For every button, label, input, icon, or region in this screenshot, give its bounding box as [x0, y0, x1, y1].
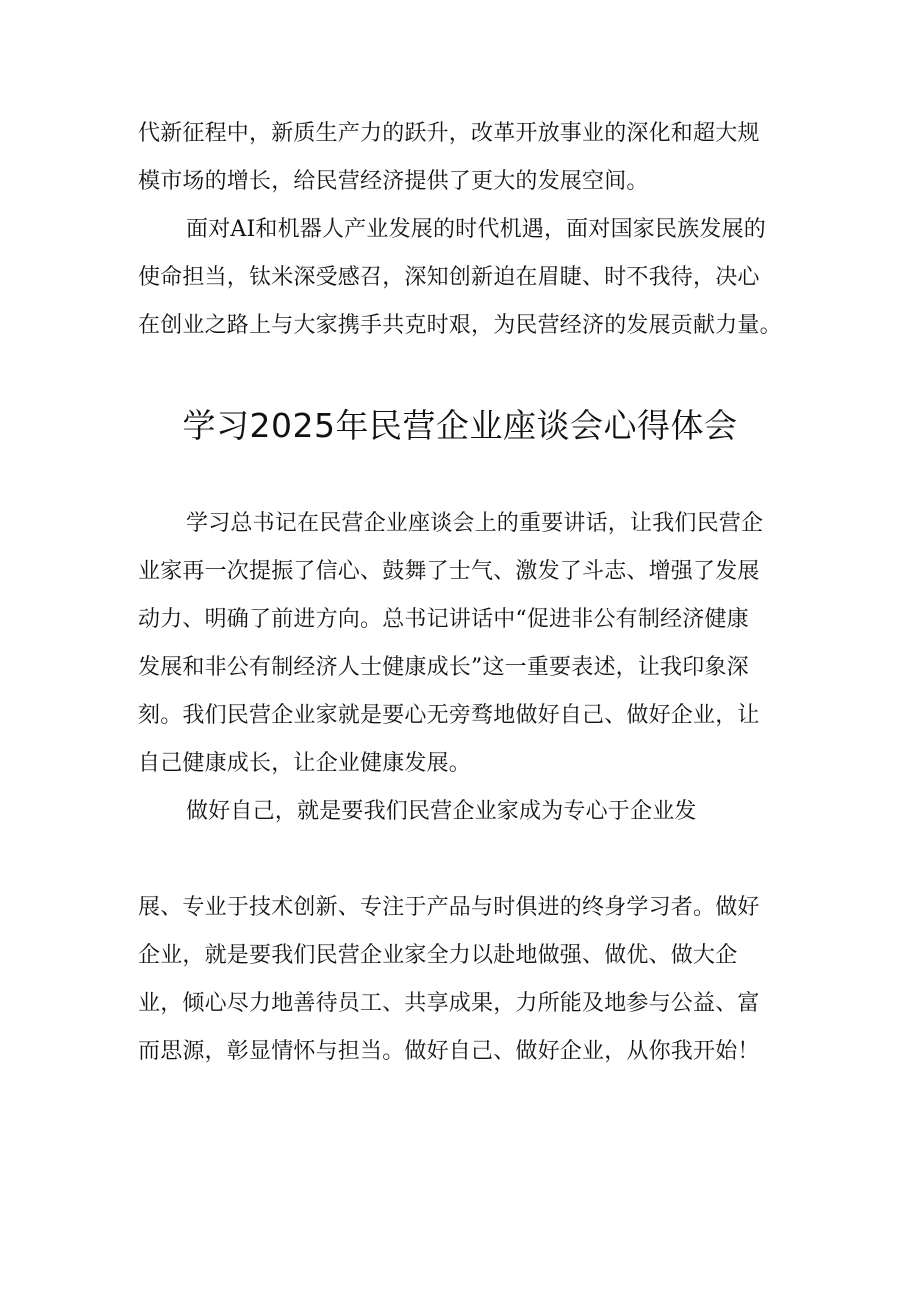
text-line: 面对AI和机器人产业发展的时代机遇，面对国家民族发展的 [186, 217, 766, 242]
intro-paragraph [138, 206, 798, 350]
text-line: 企业，就是要我们民营企业家全力以赴地做强、做优、做大企 [138, 943, 738, 968]
text-line: 发展和非公有制经济人士健康成长”这一重要表述，让我印象深 [138, 655, 749, 680]
intro-text-block [138, 110, 798, 350]
text-line: 学习总书记在民营企业座谈会上的重要讲话，让我们民营企 [186, 511, 764, 536]
text-line: 模市场的增长，给民营经济提供了更大的发展空间。 [138, 169, 649, 194]
text-line: 而思源，彰显情怀与担当。做好自己、做好企业，从你我开始！ [138, 1039, 760, 1064]
text-line: 使命担当，钛米深受感召，深知创新迫在眉睫、时不我待，决心 [138, 265, 760, 290]
text-line: 自己健康成长，让企业健康发展。 [138, 751, 472, 776]
text-line: 业，倾心尽力地善待员工、共享成果，力所能及地参与公益、富 [138, 991, 760, 1016]
body-paragraph [138, 788, 798, 836]
text-line: 刻。我们民营企业家就是要心无旁骛地做好自己、做好企业，让 [138, 703, 760, 728]
text-line: 业家再一次提振了信心、鼓舞了士气、激发了斗志、增强了发展 [138, 559, 760, 584]
intro-paragraph [138, 110, 798, 206]
text-line: 在创业之路上与大家携手共克时艰，为民营经济的发展贡献力量。 [138, 313, 782, 338]
text-line: 做好自己，就是要我们民营企业家成为专心于企业发 [186, 799, 697, 824]
body-paragraph [138, 500, 798, 788]
continued-paragraph [138, 884, 798, 1076]
continued-text-block [138, 884, 798, 1076]
text-line: 代新征程中，新质生产力的跃升，改革开放事业的深化和超大规 [138, 121, 760, 146]
text-line: 展、专业于技术创新、专注于产品与时俱进的终身学习者。做好 [138, 895, 760, 920]
body-text-block [138, 500, 798, 836]
text-line: 动力、明确了前进方向。总书记讲话中“促进非公有制经济健康 [138, 607, 749, 632]
page-title: 学习2025年民营企业座谈会心得体会 [182, 406, 738, 445]
